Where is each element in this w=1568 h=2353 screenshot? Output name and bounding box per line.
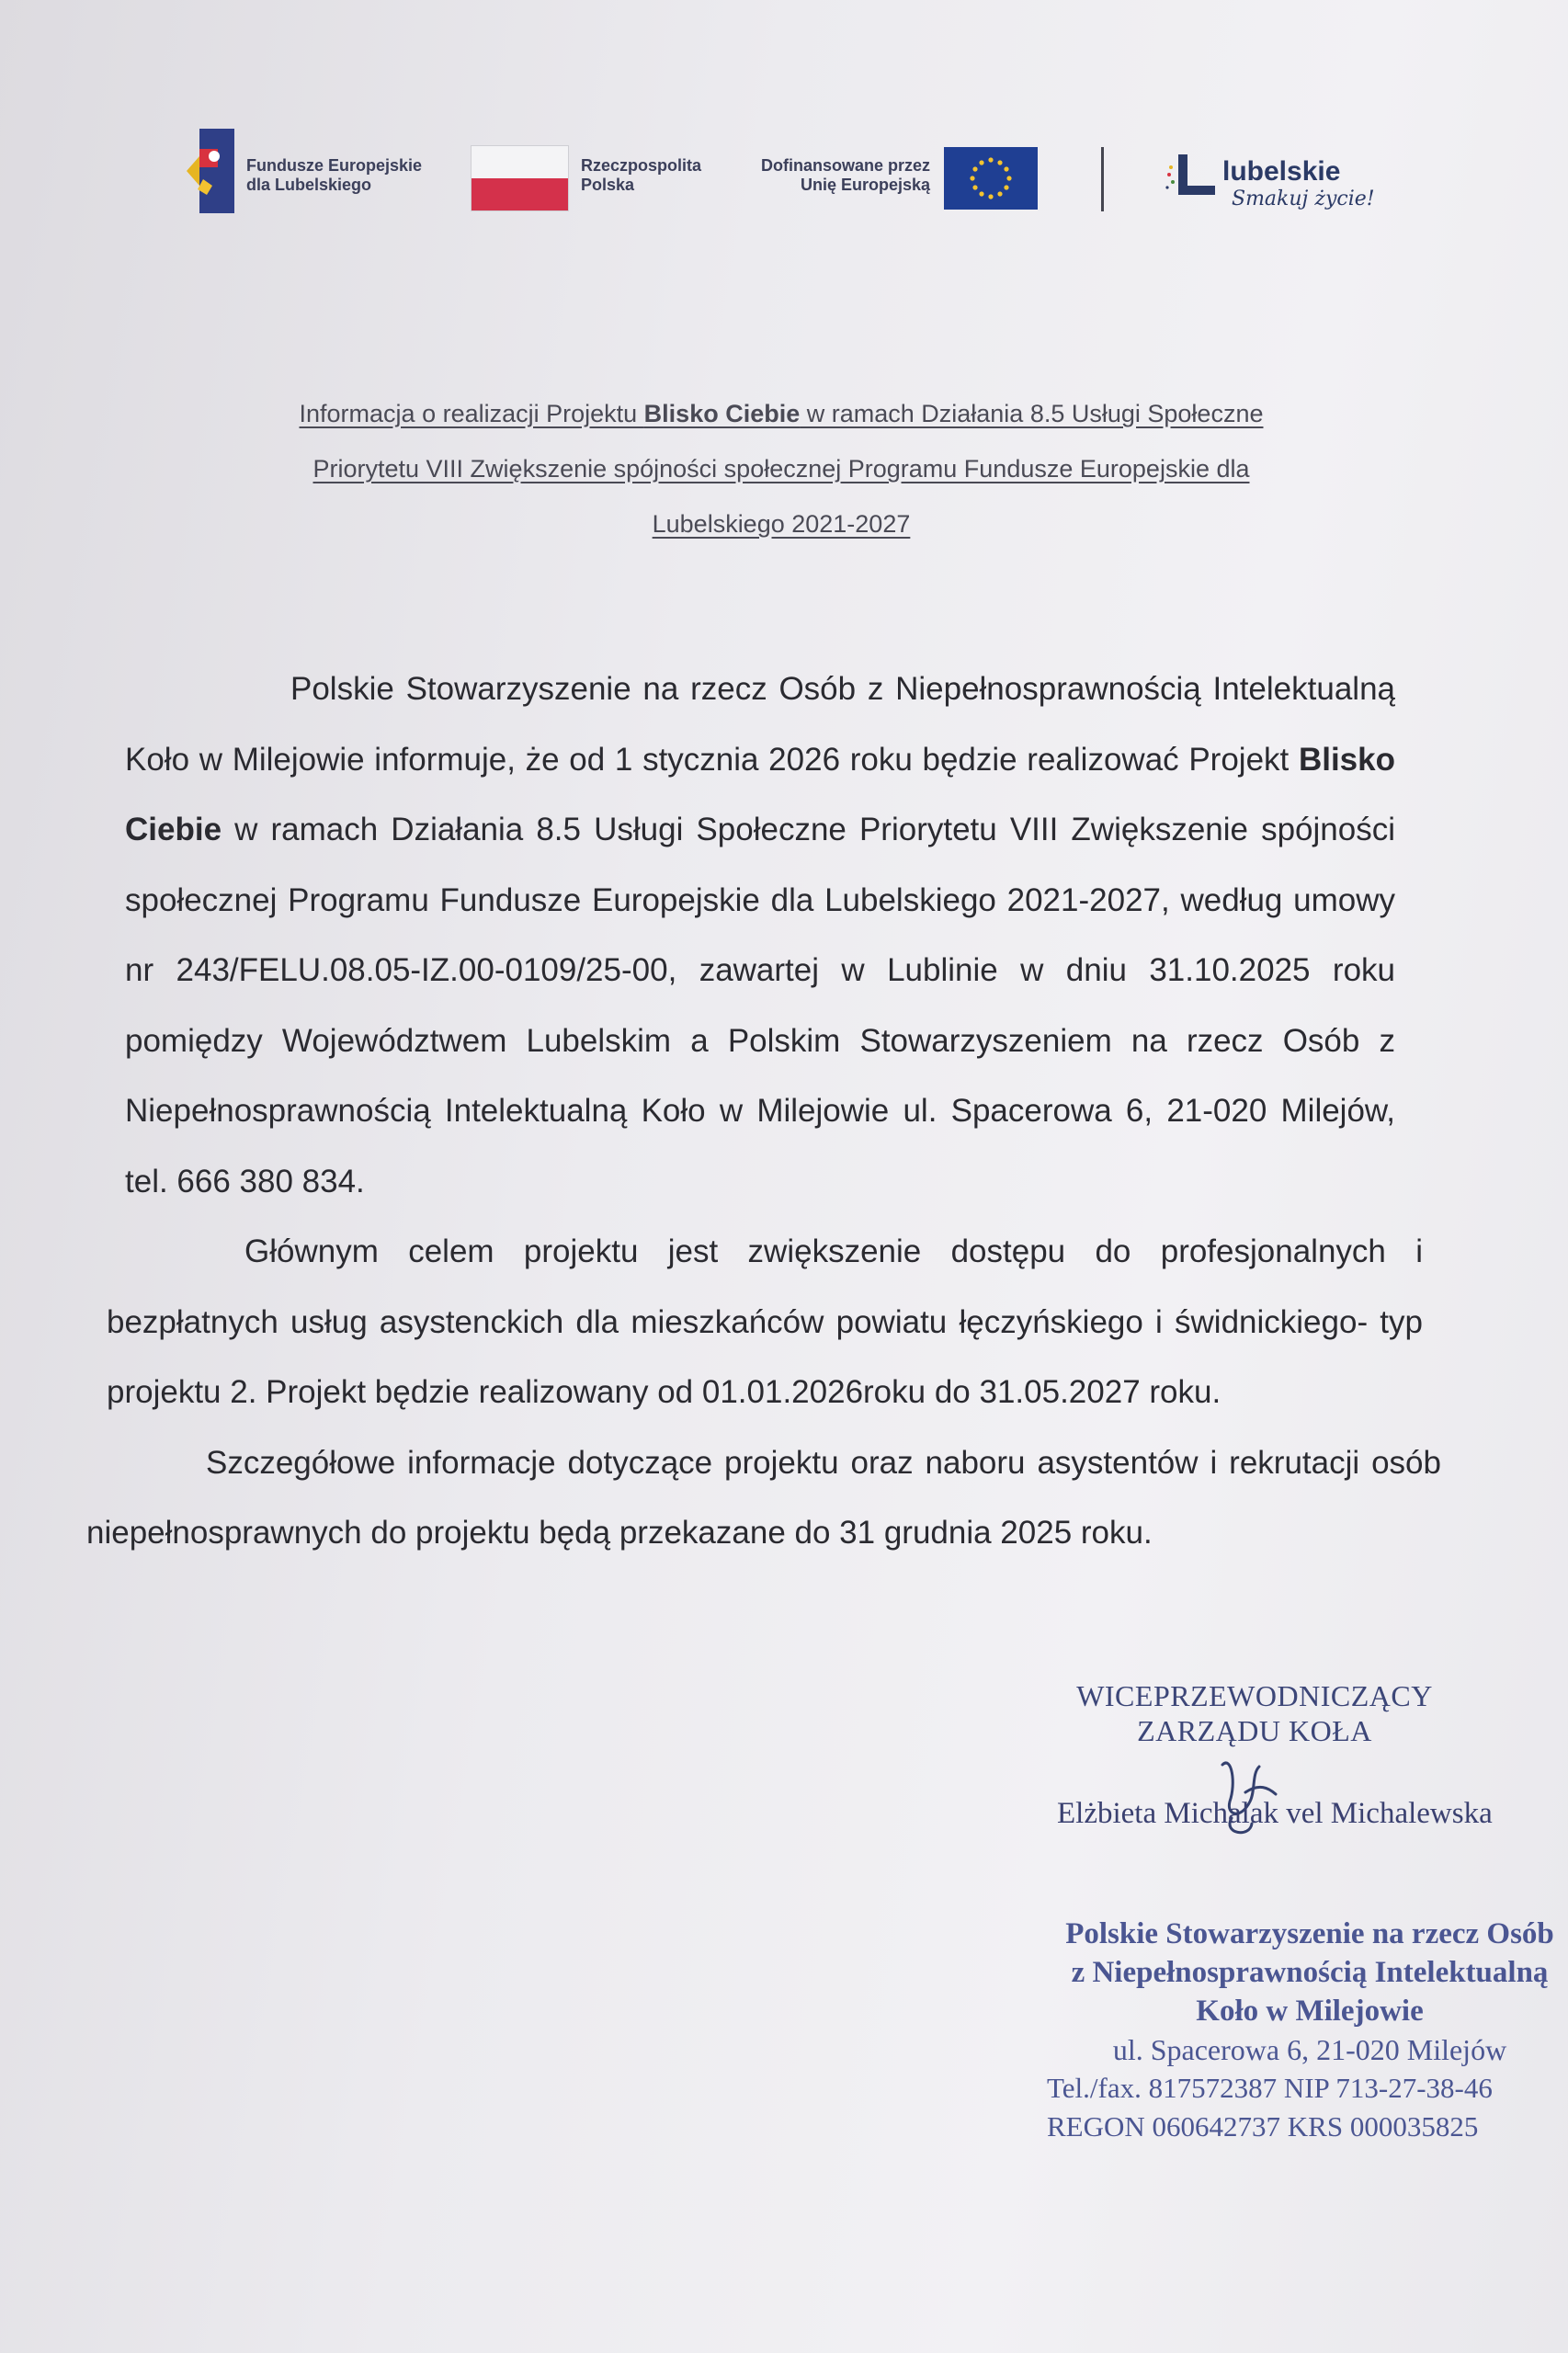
paragraph-1 (81, 654, 1450, 1217)
title-line2: Priorytetu VIII Zwiększenie spójności społecznej Programu Fundusze Europejskie dla (312, 455, 1250, 483)
paragraph-2: Głównym celem projektu jest zwiększenie dostępu do profesjonalnych i bezpłatnych usług asystenckich dla mieszkańców powiatu łęczyńskiego i świdnickiego- typ projektu 2. Projekt będzie realizowany od 01.01.2026roku do 31.05.2027 roku. (107, 1233, 1423, 1410)
logo-separator (1101, 147, 1104, 211)
fe-logo-text (246, 156, 422, 195)
paragraph-1-project-name: Blisko Ciebie (125, 741, 1395, 847)
eu-logo-text (746, 156, 930, 195)
eu-line2: Unię Europejską (800, 176, 930, 194)
eu-flag-icon (944, 147, 1038, 210)
organization-stamp (1034, 1915, 1568, 2146)
lubelskie-logo-icon (1165, 147, 1230, 211)
polish-flag-icon (471, 145, 569, 211)
title-line3: Lubelskiego 2021-2027 (652, 510, 911, 538)
title-line1 (300, 400, 1264, 427)
stamp-line3: Koło w Milejowie (1196, 1995, 1424, 2028)
paragraph-1-post: w ramach Działania 8.5 Usługi Społeczne Priorytetu VIII Zwiększenie spójności społecznej Programu Fundusze Europejskie dla Lubelskiego 2021-2027, według umowy nr 243/FELU.08.05-IZ.00-0109/25-00, zawartej w Lublinie w dniu 31.10.2025 roku pomiędzy Województwem Lubelskim a Polskim Stowarzyszeniem na rzecz Osób z Niepełnosprawnością Intelektualną Koło w Milejowie ul. Spacerowa 6, 21-020 Milejów, tel. 666 380 834. (125, 812, 1395, 1199)
lubelskie-name: lubelskie (1222, 156, 1341, 187)
signature-role-line1: WICEPRZEWODNICZĄCY (1076, 1679, 1433, 1712)
title-line1-post: w ramach Działania 8.5 Usługi Społeczne (800, 400, 1264, 427)
lubelskie-slogan: Smakuj życie! (1232, 188, 1375, 210)
fundusze-europejskie-logo-icon (187, 129, 234, 213)
rp-logo-text (581, 156, 701, 195)
paragraph-3: Szczegółowe informacje dotyczące projektu oraz naboru asystentów i rekrutacji osób niepełnosprawnych do projektu będą przekazane do 31 grudnia 2025 roku. (86, 1444, 1441, 1551)
title-line1-pre: Informacja o realizacji Projektu (299, 400, 644, 427)
stamp-line5: Tel./fax. 817572387 NIP 713-27-38-46 (1047, 2072, 1493, 2104)
stamp-line6: REGON 060642737 KRS 000035825 (1047, 2110, 1479, 2143)
logo-strip (0, 119, 1568, 230)
fe-line1: Fundusze Europejskie (246, 156, 423, 175)
signature-block (1057, 1678, 1452, 1748)
fe-line2: dla Lubelskiego (246, 176, 372, 194)
signature-role-line2: ZARZĄDU KOŁA (1137, 1714, 1372, 1747)
rp-line2: Polska (581, 176, 635, 194)
stamp-line4: ul. Spacerowa 6, 21-020 Milejów (1112, 2033, 1507, 2066)
document-title (184, 386, 1379, 551)
eu-line1: Dofinansowane przez (760, 156, 930, 175)
rp-line1: Rzeczpospolita (581, 156, 702, 175)
stamp-line1: Polskie Stowarzyszenie na rzecz Osób (1065, 1917, 1554, 1950)
title-project-name: Blisko Ciebie (643, 400, 801, 427)
signatory-name: Elżbieta Michalak vel Michalewska (1057, 1797, 1493, 1830)
document-body (81, 654, 1450, 1569)
paragraph-1-pre: Polskie Stowarzyszenie na rzecz Osób z Niepełnosprawnością Intelektualną Koło w Milejowie informuje, że od 1 stycznia 2026 roku będzie realizować Projekt (125, 671, 1395, 778)
stamp-line2: z Niepełnosprawnością Intelektualną (1071, 1956, 1549, 1989)
